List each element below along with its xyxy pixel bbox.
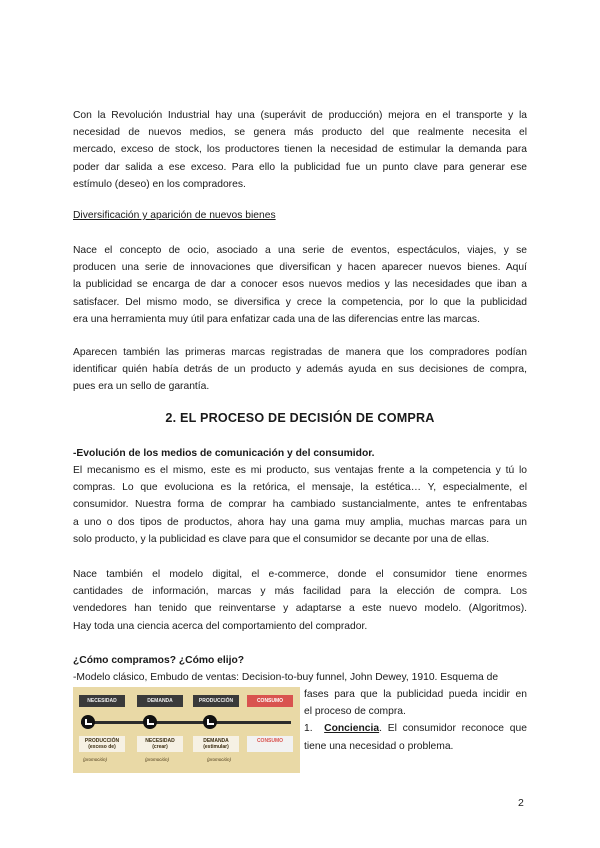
list-item-text: . El consumidor reconoce que [379,723,527,735]
paragraph-fases-side [304,686,527,755]
text-line: fases para que la publicidad pueda incidir en [304,689,527,700]
text-line: producen una serie de innovaciones que diversifican y hacen aparecer nuevos bienes. Aquí [73,262,527,274]
paragraph-marcas [73,344,527,396]
text-line: -Modelo clásico, Embudo de ventas: Decision-to-buy funnel, John Dewey, 1910. Esquema de [73,672,499,683]
paragraph-modelo-digital [73,566,527,635]
paragraph-modelo-clasico [73,669,527,686]
text-line: identificar quién había detrás de un producto y además ayuda en sus decisiones de compra, [73,364,527,376]
paragraph-ocio [73,242,527,328]
text-line: a uno o dos tipos de productos, ahora hay una gama muy amplia, muchas marcas para un [73,516,527,528]
figure-label: NECESIDAD [79,695,125,707]
section-title: 2. EL PROCESO DE DECISIÓN DE COMPRA [165,411,435,425]
text-line: satisfacer. Del mismo modo, se diversifica y crece la competencia, por lo que la publicidad [73,296,527,308]
timeline-bar [81,721,291,724]
text-line: Nace el concepto de ocio, asociado a una serie de eventos, espectáculos, viajes, y se [73,245,527,256]
text-line: el proceso de compra. [304,706,406,718]
figure-label: PRODUCCIÓN [193,695,239,707]
text-line: vendedores han tenido que reinventarse y adaptarse a este nuevo modelo. (Algoritmos). [73,603,527,615]
check-icon [203,715,217,729]
subheading-evolucion [73,445,527,462]
figure-label: CONSUMO [247,695,293,707]
subheading-diversificacion [73,207,527,224]
page-number: 2 [518,797,524,809]
check-icon [81,715,95,729]
text-line: Hay toda una ciencia acerca del comportamiento del comprador. [73,620,368,632]
check-icon [143,715,157,729]
text-line: poder dar salida a ese exceso. Para ello la publicidad fue un punto clave para generar ese [73,161,527,173]
list-number: 1. [304,723,313,735]
figure-label: (promoción) [145,757,170,762]
text-line: la publicidad se encarga de dar a conocer esos nuevos medios y las necesidades que iban a [73,279,527,291]
figure-label: NECESIDAD (crear) [137,736,183,752]
text-line: solo producto, y la publicidad es clave para que el consumidor se decante por una de ellas. [73,533,490,545]
text-line: pues era un sello de garantía. [73,381,210,393]
text-line: Aparecen también las primeras marcas registradas de manera que los compradores podían [73,347,527,358]
text-line: Con la Revolución Industrial hay una (superávit de producción) mejora en el transporte y la [73,110,527,121]
figure-label: DEMANDA (estimular) [193,736,239,752]
figure-label: (promoción) [83,757,108,762]
text-line: Nace también el modelo digital, el e-commerce, donde el consumidor tiene enormes [73,569,527,580]
text-line: El mecanismo es el mismo, este es mi producto, sus ventajas frente a la competencia y tú lo [73,465,527,476]
text-line: cantidades de información, marcas y más facilidad para la elección de compra. Los [73,586,527,598]
text-line: era una herramienta muy útil para enfatizar cada una de las diferencias entre las marcas. [73,313,480,325]
subheading-como-compramos [73,652,527,669]
list-item-conciencia [304,720,527,737]
subheading-text: Diversificación y aparición de nuevos bienes [73,210,276,221]
subheading-text: -Evolución de los medios de comunicación y del consumidor. [73,448,375,459]
text-line: tiene una necesidad o problema. [304,740,454,752]
figure-label: (promoción) [207,757,232,762]
paragraph-mecanismo [73,462,527,548]
sales-funnel-figure [73,687,300,773]
term-conciencia: Conciencia [324,723,380,735]
figure-label: PRODUCCIÓN (exceso de) [79,736,125,752]
text-line: consumidor. Nuestra forma de comprar ha cambiado sustancialmente, antes te enfrentabas [73,499,527,511]
figure-label: DEMANDA [137,695,183,707]
subheading-text: ¿Cómo compramos? ¿Cómo elijo? [73,655,245,666]
text-line: mercado, exceso de stock, los productores tienen la necesidad de estimular la demanda para [73,144,527,156]
text-line: estímulo (deseo) en los compradores. [73,178,246,190]
paragraph-revolucion-industrial [73,107,527,193]
text-line: compras. Lo que evoluciona es la retórica, el mensaje, la estética… Y, especialmente, el [73,482,527,494]
figure-label: CONSUMO [247,736,293,752]
text-line: necesidad de nuevos medios, se genera más producto del que realmente necesita el [73,127,527,139]
